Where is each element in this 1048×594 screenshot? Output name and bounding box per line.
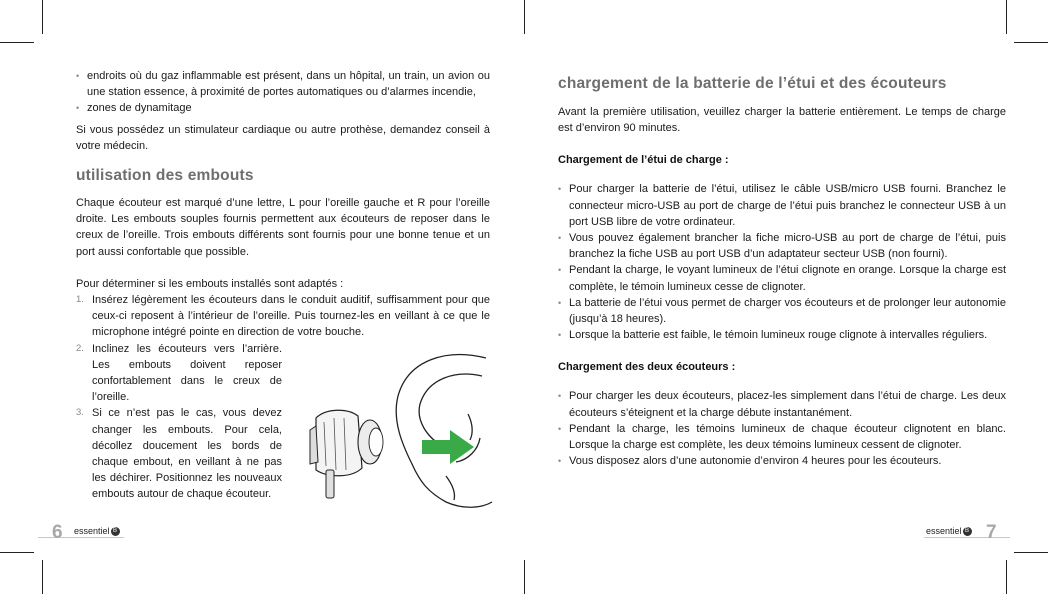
page-number: 7 [986, 522, 997, 543]
list-item: • La batterie de l’étui vous permet de charger vos écouteurs et de prolonger leur autonomie (jusqu’à 18 heures). [558, 296, 1006, 326]
brand-logo: essentiel B [926, 526, 972, 537]
pacemaker-note: Si vous possédez un stimulateur cardiaque ou autre prothèse, demandez conseil à votre médecin. [76, 123, 490, 152]
list-item: • Lorsque la batterie est faible, le témoin lumineux rouge clignote à intervalles réguliers. [558, 327, 1006, 343]
page-number: 6 [52, 522, 63, 543]
bullet-icon: • [558, 456, 562, 467]
bullet-icon: • [558, 265, 562, 276]
step-item: 3. Si ce n’est pas le cas, vous devez changer les embouts. Pour cela, décollez doucement les bords de chaque embout, en veillant à ne pas les déchirer. Positionnez les nouveaux embouts autour de chaque écouteur. [76, 407, 282, 501]
earbuds-charging-heading: Chargement des deux écouteurs : [558, 361, 736, 374]
list-item: • Pour charger les deux écouteurs, placez-les simplement dans l’étui de charge. Les deux écouteurs s’éteignent et la charge débute instantanément. [558, 390, 1006, 419]
right-page [524, 0, 1048, 594]
list-item: • Vous pouvez également brancher la fiche micro-USB au port de charge de l’étui, puis branchez la fiche USB au port USB d’un adaptateur secteur USB (non fourni). [558, 232, 1006, 261]
bullet-icon: • [76, 71, 80, 81]
bullet-icon: • [558, 423, 562, 434]
bullet-icon: • [76, 103, 80, 114]
step-item: 2. Inclinez les écouteurs vers l’arrière. Les embouts doivent reposer confortablement dans le creux de l’oreille. [76, 342, 282, 404]
footer-rule [38, 537, 124, 538]
list-item: • zones de dynamitage [76, 100, 490, 116]
brand-mark-icon: B [111, 527, 120, 536]
earbud-illustration [310, 410, 383, 498]
step-item: 1. Insérez légèrement les écouteurs dans le conduit auditif, suffisamment pour que ceux-ci reposent à l’intérieur de l’oreille. Puis tournez-les en veillant à ce que le microphone intégré pointe en direction de votre bouche. [76, 294, 490, 339]
list-item: • endroits où du gaz inflammable est présent, dans un hôpital, un train, un avion ou une station essence, à proximité de portes automatiques ou d’alarmes incendie, [76, 70, 490, 99]
earbuds-charging-list [558, 388, 1006, 469]
earbud-insertion-illustration [296, 352, 496, 520]
list-item: • Pendant la charge, le voyant lumineux de l’étui clignote en orange. Lorsque la charge est complète, le témoin lumineux cesse de clignoter. [558, 264, 1006, 293]
embouts-intro: Chaque écouteur est marqué d’une lettre, L pour l’oreille gauche et R pour l’oreille droite. Les embouts souples fournis permettent aux écouteurs de reposer dans le creux de l’oreille. Trois embouts différents sont fournis pour une bonne tenue et un port aussi confortable que possible. [76, 197, 490, 258]
bullet-icon: • [558, 391, 562, 402]
list-item: • Vous disposez alors d’une autonomie d’environ 4 heures pour les écouteurs. [558, 453, 1006, 469]
bullet-icon: • [558, 184, 562, 195]
bullet-icon: • [558, 297, 562, 308]
bullet-icon: • [558, 330, 562, 341]
right-column [558, 74, 1006, 469]
ear-illustration [396, 355, 492, 508]
list-item: • Pendant la charge, les témoins lumineux de chaque écouteur clignotent en blanc. Lorsque la charge est complète, les deux témoins lumineux cessent de clignoter. [558, 422, 1006, 452]
steps-intro: Pour déterminer si les embouts installés sont adaptés : [76, 277, 344, 290]
section-heading-chargement: chargement de la batterie de l’étui et des écouteurs [558, 75, 947, 92]
footer-rule [924, 537, 1010, 538]
brand-logo: essentiel B [74, 526, 120, 537]
hazard-list [76, 68, 490, 117]
bullet-icon: • [558, 233, 562, 244]
case-charging-list [558, 181, 1006, 343]
section-heading-embouts: utilisation des embouts [76, 167, 254, 185]
case-charging-heading: Chargement de l’étui de charge : [558, 154, 729, 167]
list-item: • Pour charger la batterie de l’étui, utilisez le câble USB/micro USB fourni. Branchez le connecteur micro-USB au port de charge de l’étui puis branchez le connecteur USB à un port USB libre de votre ordinateur. [558, 183, 1006, 228]
brand-mark-icon: B [963, 527, 972, 536]
charging-intro: Avant la première utilisation, veuillez charger la batterie entièrement. Le temps de charge est d’environ 90 minutes. [558, 106, 1006, 135]
